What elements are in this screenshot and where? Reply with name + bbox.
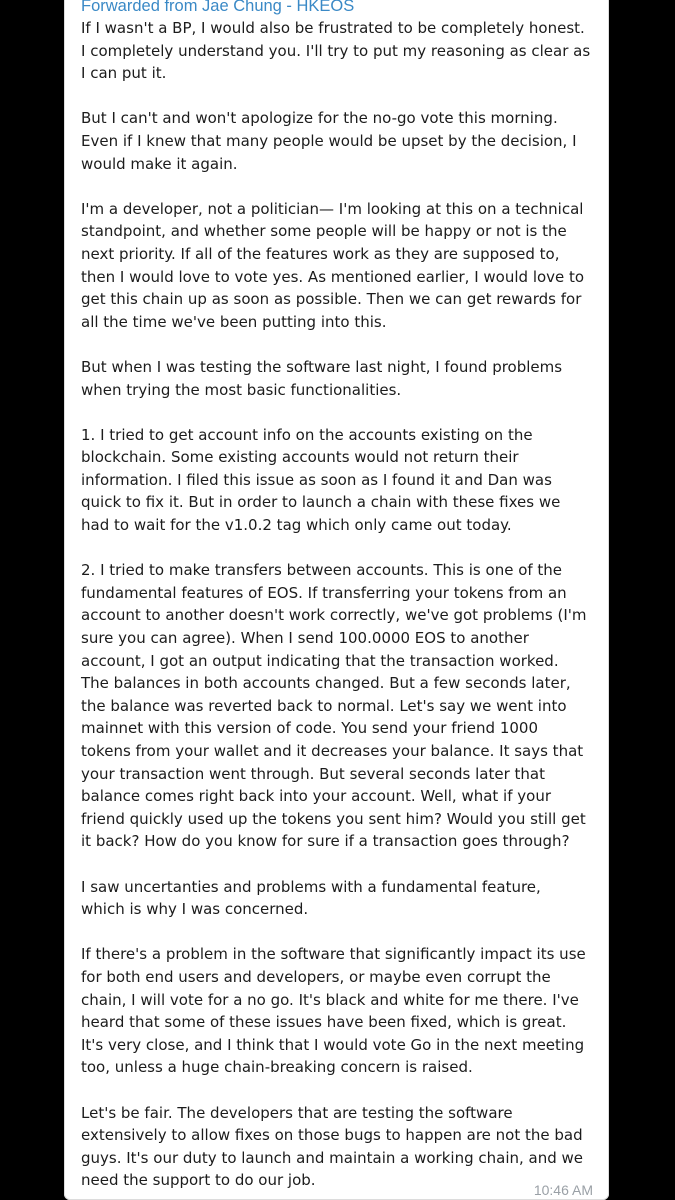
message-paragraph: If I wasn't a BP, I would also be frustrated to be completely honest. I completely understand you. I'll try to put my reasoning as clear as I can put it.: [81, 19, 591, 83]
message-text: [81, 17, 601, 1192]
message-paragraph: Let's be fair. The developers that are testing the software extensively to allow fixes on those bugs to happen are not the bad guys. It's our duty to launch and maintain a working chain, and we need the support to do our job.: [81, 1103, 584, 1190]
message-paragraph: If there's a problem in the software that significantly impact its use for both end users and developers, or maybe even corrupt the chain, I will vote for a no go. It's black and white for me there. I've heard that some of these issues have been fixed, which is great. It's very close, and I think that I would vote Go in the next meeting too, unless a huge chain-breaking concern is raised.: [81, 945, 586, 1077]
message-paragraph: 1. I tried to get account info on the accounts existing on the blockchain. Some existing accounts would not return their information. I filed this issue as soon as I found it and Dan was quick to fix it. But in order to launch a chain with these fixes we had to wait for the v1.0.2 tag which only came out today.: [81, 425, 561, 535]
message-paragraph: But I can't and won't apologize for the no-go vote this morning. Even if I knew that many people would be upset by the decision, I would make it again.: [81, 109, 577, 173]
message-paragraph: I saw uncertanties and problems with a fundamental feature, which is why I was concerned.: [81, 877, 541, 919]
message-timestamp: 10:46 AM: [533, 1182, 593, 1198]
forwarded-from-label[interactable]: Forwarded from Jae Chung - HKEOS: [81, 0, 355, 15]
message-paragraph: 2. I tried to make transfers between accounts. This is one of the fundamental features of EOS. If transferring your tokens from an account to another doesn't work correctly, we've got problems (I'm sure you can agree). When I send 100.0000 EOS to another account, I got an output indicating that the transaction worked. The balances in both accounts changed. But a few seconds later, the balance was reverted back to normal. Let's say we went into mainnet with this version of code. You send your friend 1000 tokens from your wallet and it decreases your balance. It says that your transaction went through. But several seconds later that balance comes right back into your account. Well, what if your friend quickly used up the tokens you sent him? Would you still get it back? How do you know for sure if a transaction goes through?: [81, 561, 587, 851]
message-paragraph: I'm a developer, not a politician— I'm looking at this on a technical standpoint, and whether some people will be happy or not is the next priority. If all of the features work as they are supposed to, then I would love to vote yes. As mentioned earlier, I would love to get this chain up as soon as possible. Then we can get rewards for all the time we've been putting into this.: [81, 199, 585, 331]
message-paragraph: But when I was testing the software last night, I found problems when trying the most basic functionalities.: [81, 357, 563, 399]
